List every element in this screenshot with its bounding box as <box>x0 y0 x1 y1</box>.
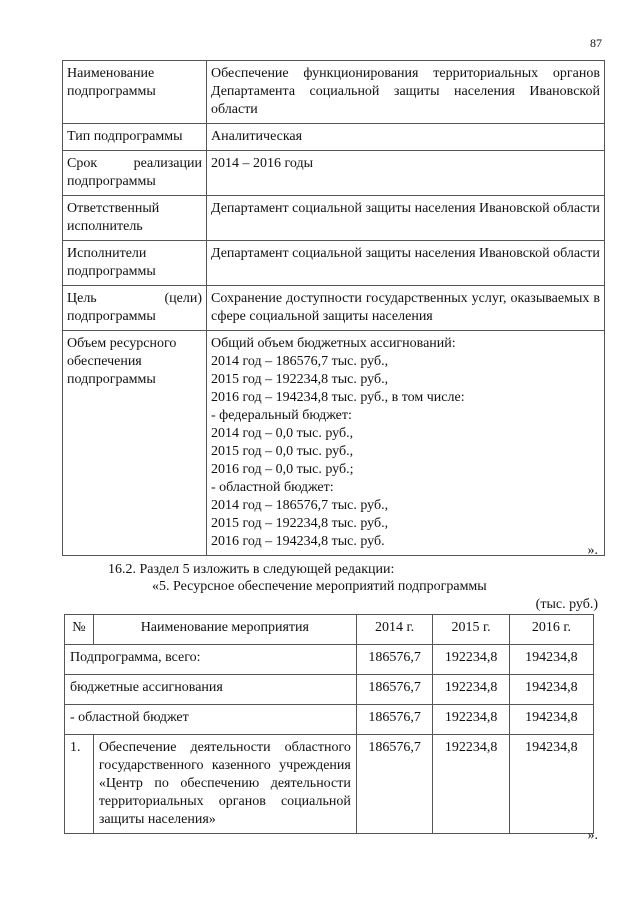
value-cell <box>207 124 605 151</box>
value-cell <box>207 196 605 241</box>
item-number: 1. <box>65 735 94 834</box>
item-name-line: защиты населения» <box>98 812 216 827</box>
value-line: 2014 год – 186576,7 тыс. руб., <box>211 498 389 513</box>
label-line: подпрограммы <box>67 372 156 387</box>
cell-2015: 192234,8 <box>433 735 509 834</box>
label-line: Наименование <box>67 66 155 81</box>
cell-2014: 186576,7 <box>356 675 432 705</box>
label-cell <box>63 241 207 286</box>
value-line: области <box>553 246 600 261</box>
label-line: Объем ресурсного <box>67 336 177 351</box>
value-line: 2014 год – 186576,7 тыс. руб., <box>211 354 389 369</box>
label-line: подпрограммы <box>67 264 156 279</box>
label-line: исполнитель <box>67 219 143 234</box>
value-line: Аналитическая <box>211 129 303 144</box>
value-line: области <box>553 201 600 216</box>
cell-2016: 194234,8 <box>509 705 593 735</box>
subprogram-passport-table <box>62 60 605 556</box>
row-label: бюджетные ассигнования <box>65 675 357 705</box>
label-cell <box>63 124 207 151</box>
value-line: Сохранение доступности государственных услуг, <box>211 291 507 306</box>
value-line: - областной бюджет: <box>211 480 334 495</box>
item-name-line: государственного казенного учреждения <box>98 758 351 773</box>
header-name: Наименование мероприятия <box>93 615 356 645</box>
row-label: Подпрограмма, всего: <box>65 645 357 675</box>
value-line: Общий объем бюджетных ассигнований: <box>211 336 456 351</box>
table-row <box>63 196 605 241</box>
item-name-line: территориальных органов социальной <box>98 794 351 809</box>
table-row <box>63 331 605 556</box>
value-line: 2016 год – 0,0 тыс. руб.; <box>211 462 354 477</box>
cell-2014: 186576,7 <box>356 705 432 735</box>
value-cell <box>207 241 605 286</box>
cell-2014: 186576,7 <box>356 645 432 675</box>
table-row <box>63 241 605 286</box>
value-line: - федеральный бюджет: <box>211 408 352 423</box>
closing-quote-end: ». <box>587 828 598 843</box>
label-cell <box>63 331 207 556</box>
label-cell <box>63 196 207 241</box>
value-line: 2016 год – 194234,8 тыс. руб., в том числе: <box>211 390 465 405</box>
value-line: 2015 год – 0,0 тыс. руб., <box>211 444 354 459</box>
header-2015: 2015 г. <box>433 615 509 645</box>
table-row <box>63 286 605 331</box>
value-line: оказываемых в сфере социальной защиты населения <box>211 291 600 324</box>
value-line: 2016 год – 194234,8 тыс. руб. <box>211 534 385 549</box>
item-name-line: Обеспечение деятельности областного <box>98 740 351 755</box>
label-line: Срок реализации <box>67 156 202 171</box>
value-cell <box>207 331 605 556</box>
section-intro: 16.2. Раздел 5 изложить в следующей редакции: <box>108 562 395 577</box>
label-line: подпрограммы <box>67 174 156 189</box>
section-title: «5. Ресурсное обеспечение мероприятий подпрограммы <box>152 579 487 594</box>
value-cell <box>207 61 605 124</box>
label-line: Тип подпрограммы <box>67 129 183 144</box>
value-line: Департамент социальной защиты населения Ивановской <box>211 201 550 216</box>
page-number: 87 <box>590 36 602 50</box>
row-label: - областной бюджет <box>65 705 357 735</box>
table-row <box>65 705 594 735</box>
value-cell <box>207 151 605 196</box>
label-line: Ответственный <box>67 201 160 216</box>
value-line: области <box>211 102 258 117</box>
header-2014: 2014 г. <box>356 615 432 645</box>
cell-2016: 194234,8 <box>509 735 593 834</box>
value-line: Обеспечение функционирования территориальных органов <box>211 66 600 81</box>
cell-2016: 194234,8 <box>509 645 593 675</box>
label-cell <box>63 151 207 196</box>
label-line: обеспечения <box>67 354 142 369</box>
cell-2015: 192234,8 <box>433 705 509 735</box>
header-2016: 2016 г. <box>509 615 593 645</box>
value-line: 2015 год – 192234,8 тыс. руб., <box>211 372 389 387</box>
label-cell <box>63 61 207 124</box>
table-row <box>63 124 605 151</box>
value-line: 2014 год – 0,0 тыс. руб., <box>211 426 354 441</box>
cell-2015: 192234,8 <box>433 645 509 675</box>
header-row <box>65 615 594 645</box>
table-row <box>63 151 605 196</box>
value-line: 2014 – 2016 годы <box>211 156 314 171</box>
label-line: подпрограммы <box>67 309 156 324</box>
resource-funding-table <box>64 614 594 834</box>
cell-2014: 186576,7 <box>356 735 432 834</box>
value-cell <box>207 286 605 331</box>
item-name-line: «Центр по обеспечению деятельности <box>98 776 351 791</box>
closing-quote: ». <box>587 543 598 558</box>
table-row <box>65 675 594 705</box>
item-name <box>93 735 356 834</box>
label-line: подпрограммы <box>67 84 156 99</box>
table-row <box>63 61 605 124</box>
value-line: Департамента социальной защиты населения Ивановской <box>211 84 600 99</box>
table-row <box>65 645 594 675</box>
label-cell <box>63 286 207 331</box>
table-row <box>65 735 594 834</box>
label-line: Цель (цели) <box>67 291 202 306</box>
value-line: Департамент социальной защиты населения Ивановской <box>211 246 550 261</box>
header-num: № <box>65 615 94 645</box>
label-line: Исполнители <box>67 246 147 261</box>
value-line: 2015 год – 192234,8 тыс. руб., <box>211 516 389 531</box>
cell-2016: 194234,8 <box>509 675 593 705</box>
cell-2015: 192234,8 <box>433 675 509 705</box>
units-label: (тыс. руб.) <box>535 597 598 612</box>
